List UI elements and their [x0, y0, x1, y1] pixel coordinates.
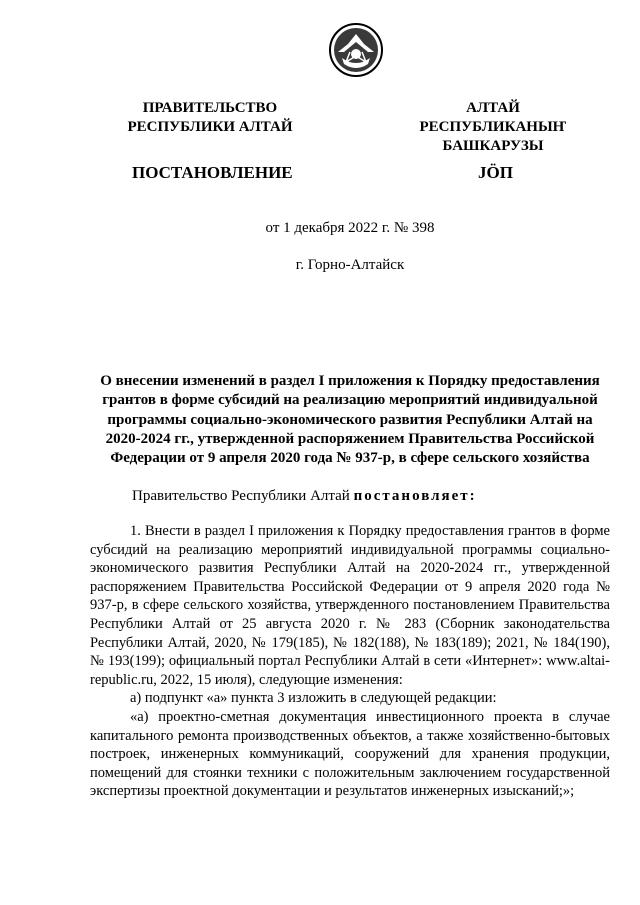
- document-type-russian: ПОСТАНОВЛЕНИЕ: [132, 163, 293, 182]
- preamble: [132, 488, 477, 505]
- coat-of-arms-emblem: [328, 22, 384, 78]
- paragraph-1: 1. Внести в раздел I приложения к Порядку предоставления грантов в форме субсидий на реализацию мероприятий индивидуальной программы социально-экономического развития Республики Алтай на 2020-2024 гг., утвержденной распоряжением Правительства Российской Федерации от 9 апреля 2020 года № 937-р, в сфере сельского хозяйства, утвержденного постановлением Правительства Республики Алтай от 25 августа 2020 г. № 283 (Сборник законодательства Республики Алтай, 2020, № 179(185), № 182(188), № 183(189); 2021, № 184(190), № 193(199); официальный портал Республики Алтай в сети «Интернет»: www.altai-republic.ru, 2022, 15 июля), следующие изменения:: [90, 523, 610, 688]
- document-subject: О внесении изменений в раздел I приложения к Порядку предоставления грантов в форме субсидий на реализацию мероприятий индивидуальной программы социально-экономического развития Республики Алтай на 2020-2024 гг., утвержденной распоряжением Правительства Российской Федерации от 9 апреля 2020 года № 937-р, в сфере сельского хозяйства: [100, 373, 600, 467]
- preamble-text: Правительство Республики Алтай: [132, 488, 350, 504]
- date-and-number: от 1 декабря 2022 г. № 398: [265, 220, 435, 236]
- paragraph-3: «а) проектно-сметная документация инвестиционного проекта в случае капитального ремонта производственных объектов, а также хозяйственно-бытовых построек, инженерных коммуникаций, сооружений для хранения продукции, помещений для стоянки техники с положительным заключением государственной экспертизы проектной документации и результатов инженерных изысканий;»;: [90, 708, 610, 800]
- city: г. Горно-Алтайск: [295, 257, 405, 273]
- document-type-altai: JÖП: [478, 163, 513, 182]
- preamble-action: постановляет:: [353, 488, 477, 504]
- paragraph-2: а) подпункт «а» пункта 3 изложить в следующей редакции:: [130, 690, 497, 707]
- document-body: [90, 522, 610, 801]
- org-name-russian: ПРАВИТЕЛЬСТВО РЕСПУБЛИКИ АЛТАЙ: [127, 100, 293, 135]
- org-name-altai: АЛТАЙ РЕСПУБЛИКАНЫҤ БАШКАРУЗЫ: [419, 100, 567, 154]
